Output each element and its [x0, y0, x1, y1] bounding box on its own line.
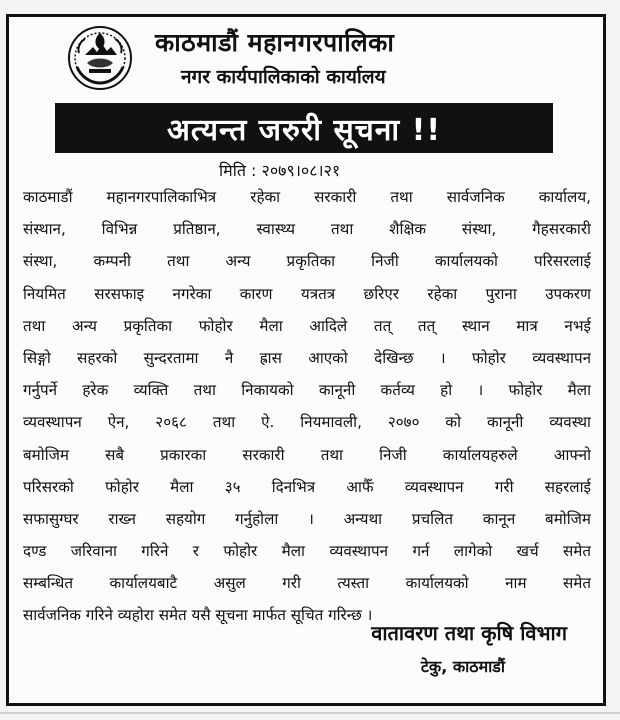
organization-name: काठमाडौं महानगरपालिका — [155, 28, 395, 57]
body-line: संस्थान, विभिन्न प्रतिष्ठान, स्वास्थ्य तथा शैक्षिक संस्था, गैहसरकारी — [23, 220, 591, 239]
notice-header — [9, 17, 603, 103]
department-address: टेकु, काठमाडौं — [420, 657, 505, 676]
body-line: तथा अन्य प्रकृतिका फोहोर मैला आदिले तत् तत् स्थान मात्र नभई — [23, 316, 591, 335]
body-line: बमोजिम सबै प्रकारका सरकारी तथा निजी कार्यालयहरुले आफ्नो — [23, 445, 591, 464]
body-line: दण्ड जरिवाना गरिने र फोहोर मैला व्यवस्थापन गर्न लागेको खर्च समेत — [23, 542, 591, 561]
body-line: व्यवस्थापन ऐन, २०६८ तथा ऐ. नियमावली, २०७० को कानूनी व्यवस्था — [23, 413, 591, 432]
office-name: नगर कार्यपालिकाको कार्यालय — [181, 66, 386, 88]
body-line: काठमाडौं महानगरपालिकाभित्र रहेका सरकारी तथा सार्वजनिक कार्यालय, — [23, 188, 591, 206]
body-line: गर्नुपर्ने हरेक व्यक्ति तथा निकायको कानूनी कर्तव्य हो । फोहोर मैला — [23, 381, 591, 400]
body-line: संस्था, कम्पनी तथा अन्य प्रकृतिका निजी कार्यालयको परिसरलाई — [23, 252, 591, 271]
body-line: नियमित सरसफाइ नगरेका कारण यत्रतत्र छरिएर रहेका पुराना उपकरण — [23, 284, 591, 303]
bottom-divider — [0, 712, 620, 714]
body-line: सम्बन्धित कार्यालयबाटै असुल गरी त्यस्ता कार्यालयको नाम समेत — [23, 574, 591, 593]
body-line: परिसरको फोहोर मैला ३५ दिनभित्र आफैँ व्यवस्थापन गरी सहरलाई — [23, 477, 591, 496]
body-line: सफासुग्घर राख्न सहयोग गर्नुहोला । अन्यथा प्रचलित कानून बमोजिम — [23, 509, 591, 528]
notice-title: अत्यन्त जरुरी सूचना !! — [166, 112, 442, 148]
notice-body — [23, 181, 591, 632]
department-name: वातावरण तथा कृषि विभाग — [371, 621, 567, 645]
body-line: सिङ्गो सहरको सुन्दरतामा नै ह्रास आएको देखिन्छ । फोहोर व्यवस्थापन — [23, 348, 591, 367]
body-line: सार्वजनिक गरिने व्यहोरा समेत यसै सूचना मार्फत सूचित गरिन्छ । — [23, 606, 373, 625]
nepal-emblem-icon — [67, 25, 133, 91]
notice-title-banner — [55, 103, 553, 153]
notice-frame — [6, 14, 606, 706]
notice-date: मिति : २०७९।०८।२१ — [219, 161, 341, 180]
